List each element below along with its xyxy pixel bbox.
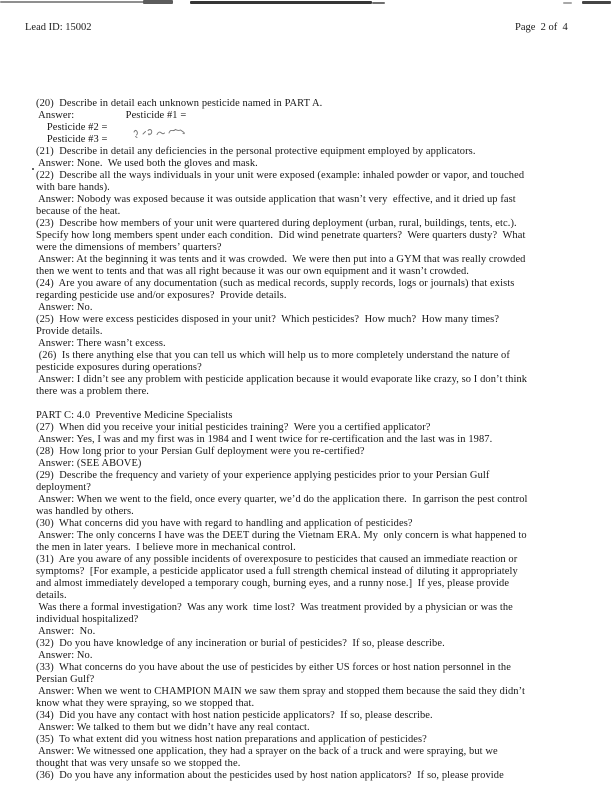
- text-line: regarding pesticide use and/or exposures? Provide details.: [36, 290, 287, 301]
- scan-artifact: [32, 168, 34, 170]
- scan-artifact: [190, 1, 372, 4]
- text-line: because of the heat.: [36, 206, 121, 217]
- text-line: Answer: (SEE ABOVE): [36, 458, 142, 469]
- document-body: [36, 98, 588, 782]
- text-line: Answer: The only concerns I have was the DEET during the Vietnam ERA. My only concern is what happened to: [36, 530, 527, 541]
- text-line: details.: [36, 590, 67, 601]
- text-line: individual hospitalized?: [36, 614, 139, 625]
- text-line: Pesticide #3 =: [36, 134, 108, 145]
- text-line: (36) Do you have any information about the pesticides used by host nation applicators? If so, please provide: [36, 770, 504, 781]
- text-line: Pesticide #2 =: [36, 122, 108, 133]
- text-line: (22) Describe all the ways individuals in your unit were exposed (example: inhaled powder or vapor, and touched: [36, 170, 525, 181]
- scan-artifact: [0, 1, 150, 3]
- scan-artifact: [563, 2, 572, 4]
- text-line: (34) Did you have any contact with host nation pesticide applicators? If so, please describe.: [36, 710, 433, 721]
- text-line: Answer: We talked to them but we didn’t have any real contact.: [36, 722, 310, 733]
- text-line: and almost immediately developed a temporary cough, burning eyes, and a runny nose.] If yes, please provide: [36, 578, 510, 589]
- text-line: Answer: At the beginning it was tents and it was crowded. We were then put into a GYM that was really crowded: [36, 254, 526, 265]
- text-line: (20) Describe in detail each unknown pesticide named in PART A.: [36, 98, 323, 109]
- text-line: Answer: No.: [36, 302, 93, 313]
- text-line: were the dimensions of members’ quarters?: [36, 242, 222, 253]
- text-line: was handled by others.: [36, 506, 134, 517]
- text-line: PART C: 4.0 Preventive Medicine Specialists: [36, 410, 233, 421]
- text-line: (24) Are you aware of any documentation (such as medical records, supply records, logs or journals) that exists: [36, 278, 515, 289]
- text-line: (26) Is there anything else that you can tell us which will help us to more completely understand the nature of: [36, 350, 510, 361]
- text-line: Answer: I didn’t see any problem with pesticide application because it would evaporate like crazy, so I don’t think: [36, 374, 528, 385]
- text-line: Answer: No.: [36, 650, 93, 661]
- text-line: then we went to tents and that was all right because it was our own equipment and it wasn’t crowded.: [36, 266, 469, 277]
- text-line: (33) What concerns do you have about the use of pesticides by either US forces or host nation personnel in the: [36, 662, 511, 673]
- text-line: Specify how long members spent under each condition. Did wind penetrate quarters? Were quarters dusty? What: [36, 230, 526, 241]
- text-line: know what they were spraying, so we stopped that.: [36, 698, 255, 709]
- blank-line: [36, 398, 588, 410]
- text-line: (31) Are you aware of any possible incidents of overexposure to pesticides that caused an immediate reaction or: [36, 554, 518, 565]
- text-line: (29) Describe the frequency and variety of your experience applying pesticides prior to your Persian Gulf: [36, 470, 490, 481]
- scan-artifact: [582, 1, 611, 4]
- text-line: Answer: There wasn’t excess.: [36, 338, 166, 349]
- text-line: Was there a formal investigation? Was any work time lost? Was treatment provided by a physician or was the: [36, 602, 513, 613]
- text-line: Answer: When we went to the field, once every quarter, we’d do the application there. In garrison the pest control: [36, 494, 528, 505]
- text-line: (32) Do you have knowledge of any incineration or burial of pesticides? If so, please describe.: [36, 638, 445, 649]
- text-line: Answer: None. We used both the gloves and mask.: [36, 158, 258, 169]
- text-line: Answer: No.: [36, 626, 96, 637]
- text-line: thought that was very unsafe so we stopped the.: [36, 758, 241, 769]
- text-line: (23) Describe how members of your unit were quartered during deployment (urban, rural, buildings, tents, etc.).: [36, 218, 517, 229]
- text-line: there was a problem there.: [36, 386, 150, 397]
- text-line: Provide details.: [36, 326, 103, 337]
- text-line: (28) How long prior to your Persian Gulf deployment were you re-certified?: [36, 446, 365, 457]
- text-line: Answer: Yes, I was and my first was in 1984 and I went twice for re-certification and the last was in 1987.: [36, 434, 493, 445]
- text-line: symptoms? [For example, a pesticide applicator used a full strength chemical instead of diluting it appropriately: [36, 566, 518, 577]
- text-line: Answer: Pesticide #1 =: [36, 110, 187, 121]
- text-line: Answer: Nobody was exposed because it was outside application that wasn’t very effective, and it dried up fast: [36, 194, 516, 205]
- text-line: the men in later years. I believe more in mechanical control.: [36, 542, 296, 553]
- scan-artifact: [143, 0, 173, 4]
- page-number-label: Page 2 of 4: [515, 22, 568, 33]
- text-line: with bare hands).: [36, 182, 110, 193]
- text-line: Answer: We witnessed one application, they had a sprayer on the back of a truck and were spraying, but we: [36, 746, 498, 757]
- scan-artifact: [372, 2, 385, 4]
- text-line: Persian Gulf?: [36, 674, 95, 685]
- text-line: (27) When did you receive your initial pesticides training? Were you a certified applicator?: [36, 422, 431, 433]
- lead-id-label: Lead ID: 15002: [25, 22, 92, 33]
- text-line: (35) To what extent did you witness host nation preparations and application of pesticides?: [36, 734, 427, 745]
- text-line: deployment?: [36, 482, 92, 493]
- text-line: (25) How were excess pesticides disposed in your unit? Which pesticides? How much? How many times?: [36, 314, 500, 325]
- text-line: Answer: When we went to CHAMPION MAIN we saw them spray and stopped them because the said they didn’t: [36, 686, 525, 697]
- text-line: (30) What concerns did you have with regard to handling and application of pesticides?: [36, 518, 413, 529]
- text-line: pesticide exposures during operations?: [36, 362, 202, 373]
- text-line: (21) Describe in detail any deficiencies in the personal protective equipment employed by applicators.: [36, 146, 476, 157]
- handwritten-scribble: [131, 125, 189, 140]
